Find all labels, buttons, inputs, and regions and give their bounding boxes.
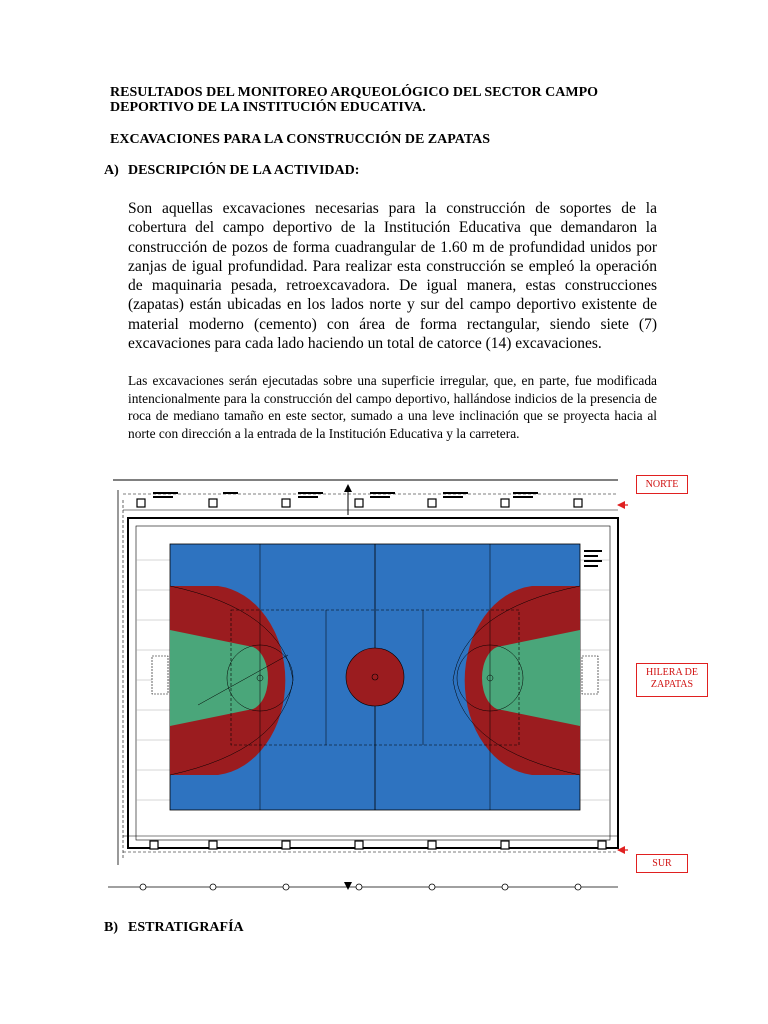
section-a-letter: A) xyxy=(104,163,119,178)
center-circle xyxy=(346,648,404,706)
section-b-heading xyxy=(104,920,244,936)
annotation-arrows xyxy=(618,505,628,850)
document-title: RESULTADOS DEL MONITOREO ARQUEOLÓGICO DEL SECTOR CAMPO DEPORTIVO DE LA INSTITUCIÓN EDUCATIVA. xyxy=(110,85,599,115)
top-footing-row xyxy=(137,499,582,507)
document-subtitle: EXCAVACIONES PARA LA CONSTRUCCIÓN DE ZAPATAS xyxy=(110,132,491,147)
section-b-letter: B) xyxy=(104,920,118,935)
section-a-heading xyxy=(104,163,359,179)
section-a-title: DESCRIPCIÓN DE LA ACTIVIDAD: xyxy=(128,163,360,178)
paragraph-description: Son aquellas excavaciones necesarias para la construcción de soportes de la cobertura del campo deportivo de la Institución Educativa que demandaron la construcción de pozos de forma cuadrangular de 1.60 m de profundidad unidos por zanjas de igual profundidad. Para realizar esta construcción se empleó la operación de maquinaria pesada, retroexcavadora. De igual manera, estas construcciones (zapatas) están ubicadas en los lados norte y sur del campo deportivo existente de material moderno (cemento) con área de forma rectangular, siendo siete (7) excavaciones para cada lado haciendo un total de catorce (14) excavaciones. xyxy=(128,200,657,353)
court-plan-drawing xyxy=(108,470,628,895)
north-label: NORTE xyxy=(636,475,688,494)
south-label: SUR xyxy=(636,854,688,873)
footing-row-label: HILERA DE ZAPATAS xyxy=(636,663,708,697)
section-b-title: ESTRATIGRAFÍA xyxy=(128,920,244,935)
paragraph-terrain: Las excavaciones serán ejecutadas sobre una superficie irregular, que, en parte, fue modificada intencionalmente para la construcción del campo deportivo, hallándose indicios de la presencia de roca de mediano tamaño en este sector, sumado a una leve inclinación que se proyecta hacia al norte con dirección a la entrada de la Institución Educativa y la carretera. xyxy=(128,373,657,441)
